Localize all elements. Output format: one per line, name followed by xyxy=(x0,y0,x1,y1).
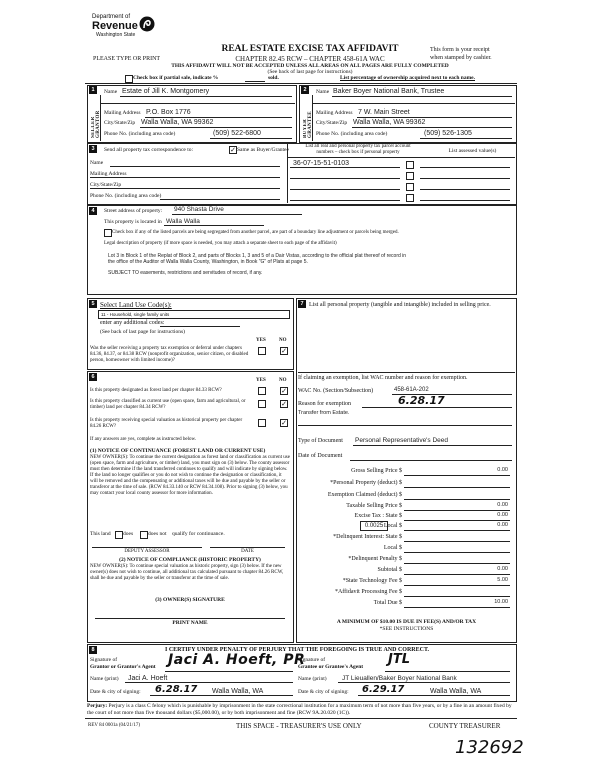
s5-yes-checkbox[interactable] xyxy=(258,347,266,355)
same-as-buyer-label: Same as Buyer/Grantee xyxy=(237,147,289,153)
exemption-deduct-label: Exemption Claimed (deduct) $ xyxy=(327,492,402,498)
county-treasurer: COUNTY TREASURER xyxy=(429,722,501,730)
doc-type: Personal Representative's Deed xyxy=(355,437,449,444)
deputy-assessor-label: DEPUTY ASSESSOR xyxy=(124,549,170,554)
delinq-state-label: *Delinquent Interest: State $ xyxy=(333,534,402,540)
s5-no-checkbox[interactable]: ✓ xyxy=(281,347,287,355)
grantee-city: Walla Walla, WA xyxy=(430,688,482,695)
doc-date-label: Date of Document xyxy=(298,453,343,459)
parcel-3-personal-checkbox[interactable] xyxy=(406,183,414,191)
grantee-sig-label-1: Signature of xyxy=(298,657,326,663)
dor-logo xyxy=(92,14,162,50)
send-correspondence-label: Send all property tax correspondence to: xyxy=(104,147,194,153)
notice-continuance-title: (1) NOTICE OF CONTINUANCE (FOREST LAND OR CURRENT USE) xyxy=(90,448,266,454)
wac-label: WAC No. (Section/Subsection) xyxy=(298,388,374,394)
notice-compliance-body: NEW OWNER(S): To continue special valuation as historic property, sign (3) below. If the new owner(s) does not wish to continue, all additional tax calculated pursuant to chapter 84.26 RCW, shall be due and payable by the seller or transferor at the time of sale. xyxy=(90,564,284,581)
grantor-signature: Jaci A. Hoeft, PR xyxy=(168,652,306,668)
state-tax-label: Excise Tax : State $ xyxy=(354,513,402,519)
parcel-4-personal-checkbox[interactable] xyxy=(406,194,414,202)
perjury-notice xyxy=(87,703,517,716)
parcel-header-1: List all real and personal property tax parcel account xyxy=(305,144,411,149)
q1-yes-checkbox[interactable] xyxy=(258,387,266,395)
personal-property-label: List all personal property (tangible and intangible) included in selling price. xyxy=(309,302,491,308)
grantee-name-label: Name (print) xyxy=(298,676,327,682)
q3-yes-checkbox[interactable] xyxy=(258,419,266,427)
section-8-number: 8 xyxy=(89,646,97,654)
buyer-city-label: City/State/Zip xyxy=(316,120,348,126)
grantee-sig-label-2: Grantee or Grantee's Agent xyxy=(298,664,364,670)
q2-no-checkbox[interactable]: ✓ xyxy=(281,400,287,408)
receipt-note-1: This form is your receipt xyxy=(430,47,490,53)
buyer-city: Walla Walla, WA 99362 xyxy=(353,119,426,126)
local-tax-label: Local $ xyxy=(383,523,402,529)
same-as-buyer-checkbox[interactable]: ✓ xyxy=(230,146,236,154)
notice-compliance-title: (2) NOTICE OF COMPLIANCE (HISTORIC PROPERTY) xyxy=(119,557,261,563)
located-in: Walla Walla xyxy=(166,218,200,225)
local-rate-box: 0.0025 xyxy=(360,521,388,531)
s3-name-label: Name xyxy=(90,160,104,166)
grantee-date-handwritten: 6.29.17 xyxy=(362,684,405,695)
buyer-side-label: BUYER GRANTEE xyxy=(303,111,313,138)
dept-line2: Revenue xyxy=(92,20,138,32)
does-label: does xyxy=(123,531,134,537)
exemption-question: Was the seller receiving a property tax exemption or deferral under chapters 84.36, 84.37, or 84.38 RCW (nonprofit organization, senior citizen, or disabled person, homeowner with limited income)? xyxy=(90,346,249,363)
current-use-question: Is this property classified as current use (open space, farm and agricultural, or timber) land per chapter 84.34 RCW? xyxy=(90,399,246,410)
local-tax-value: 0.00 xyxy=(497,522,508,528)
grantee-name: JT Lieuallen/Baker Boyer National Bank xyxy=(342,675,457,682)
s6-no-header: NO xyxy=(279,378,287,383)
section-5-number: 5 xyxy=(89,300,97,308)
ownership-pct-note: List percentage of ownership acquired next to each name. xyxy=(340,75,475,81)
located-label: This property is located in xyxy=(104,219,162,225)
perjury-bold: Perjury: xyxy=(87,703,108,709)
seller-city-label: City/State/Zip xyxy=(104,120,136,126)
historic-question: Is this property receiving special valuation as historical property per chapter 84.26 RCW? xyxy=(90,418,243,429)
s3-mailing-label: Mailing Address xyxy=(90,171,127,177)
partial-sale-checkbox[interactable] xyxy=(125,75,133,83)
perjury-text: Perjury is a class C felony which is punishable by imprisonment in the state correctional institution for a maximum term of not more than five years, or by a fine in an amount fixed by the court of not more than five thousand dollars ($5,000.00), or by both imprisonment and fine (RCW 9A.20.020 (1C)). xyxy=(87,703,512,716)
wac-number: 458-61A-202 xyxy=(394,387,429,393)
gross-value: 0.00 xyxy=(497,467,508,473)
s5-see-back: (See back of last page for instructions) xyxy=(100,329,185,335)
state-tax-value: 0.00 xyxy=(497,512,508,518)
partial-sale-label: Check box if partial sale, indicate % xyxy=(133,75,219,81)
s5-yes-header: YES xyxy=(256,338,266,343)
does-not-checkbox[interactable] xyxy=(140,531,148,539)
minimum-due-note: A MINIMUM OF $10.00 IS DUE IN FEE(S) AND/OR TAX xyxy=(336,619,477,625)
form-title: REAL ESTATE EXCISE TAX AFFIDAVIT xyxy=(221,44,399,54)
see-back-note: (See back of last page for instructions) xyxy=(267,69,353,75)
s5-no-header: NO xyxy=(279,338,287,343)
this-land-label: This land xyxy=(90,531,111,537)
buyer-name: Baker Boyer National Bank, Trustee xyxy=(333,88,445,95)
grantee-date-label: Date & city of signing: xyxy=(298,689,349,695)
legal-description-1: Lot 3 in Block 1 of the Replat of Block 2, and parts of Blocks 1, 3 and 5 of a Dair Vistas, according to the official plat thereof of record in xyxy=(108,253,407,259)
dept-line1: Department of xyxy=(92,14,131,20)
grantor-name: Jaci A. Hoeft xyxy=(128,675,168,682)
certify-statement: I CERTIFY UNDER PENALTY OF PERJURY THAT THE FOREGOING IS TRUE AND CORRECT. xyxy=(165,647,430,653)
subtotal-value: 0.00 xyxy=(497,566,508,572)
does-checkbox[interactable] xyxy=(115,531,123,539)
not-accepted-notice: THIS AFFIDAVIT WILL NOT BE ACCEPTED UNLESS ALL AREAS ON ALL PAGES ARE FULLY COMPLETED xyxy=(171,63,449,69)
taxable-value: 0.00 xyxy=(497,502,508,508)
does-not-label: does not xyxy=(148,531,167,537)
sold-label: sold. xyxy=(268,75,279,81)
section-3-number: 3 xyxy=(89,145,97,153)
section-6-number: 6 xyxy=(89,373,97,381)
grantee-signature: JTL xyxy=(388,652,410,667)
subtotal-label: Subtotal $ xyxy=(377,567,402,573)
grantor-date-handwritten: 6.28.17 xyxy=(155,684,198,695)
gross-label: Gross Selling Price $ xyxy=(351,468,402,474)
affidavit-fee-label: *Affidavit Processing Fee $ xyxy=(334,589,402,595)
treasurer-use-only: THIS SPACE - TREASURER'S USE ONLY xyxy=(236,722,362,730)
seller-name-label: Name xyxy=(104,89,118,95)
seller-phone: (509) 522-6800 xyxy=(213,130,261,137)
land-use-select[interactable]: 11 - Household, single family units xyxy=(98,310,290,319)
s3-city-label: City/State/Zip xyxy=(90,182,122,188)
delinq-penalty-label: *Delinquent Penalty $ xyxy=(348,556,402,562)
form-chapter: CHAPTER 82.45 RCW – CHAPTER 458-61A WAC xyxy=(235,55,385,63)
land-use-label: Select Land Use Code(s): xyxy=(100,301,172,309)
buyer-phone: (509) 526-1305 xyxy=(424,130,472,137)
notice-continuance-body: NEW OWNER(S): To continue the current designation as forest land or classification as current use (open space, farm and agriculture, or timber) land, you must sign on (3) below. The county assessor must then determine if the land transferred continues to qualify and will indicate by signing below. If the land no longer qualifies or you do not wish to continue the designation or classification, it will be removed and the compensating or additional taxes will be due and payable by the seller or transferor at the time of sale. (RCW 84.33.140 or RCW 84.34.108). Prior to signing (3) below, you may contact your local county assessor for more information. xyxy=(90,455,290,496)
owner-signature-label: (3) OWNER(S) SIGNATURE xyxy=(155,597,225,603)
buyer-mailing-label: Mailing Address xyxy=(316,110,353,116)
s3-phone-label: Phone No. (including area code) xyxy=(90,193,162,199)
assessed-header: List assessed value(s) xyxy=(448,148,497,154)
grantor-sig-label-1: Signature of xyxy=(90,657,118,663)
street-label: Street address of property: xyxy=(104,208,163,214)
seller-city: Walla Walla, WA 99362 xyxy=(141,119,214,126)
segregated-checkbox[interactable] xyxy=(104,229,112,237)
section-1-number: 1 xyxy=(89,86,97,94)
grantor-date-label: Date & city of signing: xyxy=(90,689,141,695)
seller-mailing: P.O. Box 1776 xyxy=(146,109,191,116)
doc-type-label: Type of Document xyxy=(298,438,343,444)
buyer-mailing: 7 W. Main Street xyxy=(358,109,410,116)
if-yes-instructions: If any answers are yes, complete as instructed below. xyxy=(90,437,197,442)
print-name-label: PRINT NAME xyxy=(172,620,208,626)
parcel-1-personal-checkbox[interactable] xyxy=(406,161,414,169)
please-type: PLEASE TYPE OR PRINT xyxy=(93,56,161,62)
total-due-label: Total Due $ xyxy=(373,600,402,606)
see-instructions-note: *SEE INSTRUCTIONS xyxy=(379,626,434,632)
grantor-city: Walla Walla, WA xyxy=(212,688,264,695)
deputy-date-label: DATE xyxy=(241,549,254,554)
seller-mailing-label: Mailing Address xyxy=(104,110,141,116)
s6-yes-header: YES xyxy=(256,378,266,383)
grantor-name-label: Name (print) xyxy=(90,676,119,682)
rev-number: REV 84 0001a (04/21/17) xyxy=(88,723,140,728)
reason-label: Reason for exemption xyxy=(298,401,351,407)
claiming-exemption-label: If claiming an exemption, list WAC number and reason for exemption. xyxy=(298,375,468,381)
dept-line3: Washington State xyxy=(96,32,136,38)
section-4-number: 4 xyxy=(89,207,97,215)
additional-codes-label: enter any additional codes: xyxy=(100,320,165,326)
parcel-2-personal-checkbox[interactable] xyxy=(406,172,414,180)
q1-no-checkbox[interactable]: ✓ xyxy=(281,387,287,395)
q2-yes-checkbox[interactable] xyxy=(258,400,266,408)
subject-to: SUBJECT TO easements, restrictions and servitudes of record, if any. xyxy=(108,270,263,276)
reason-handwritten-date: 6.28.17 xyxy=(398,394,445,407)
total-due-value: 10.00 xyxy=(494,599,508,605)
taxable-label: Taxable Selling Price $ xyxy=(346,503,402,509)
legal-description-label: Legal description of property (if more space is needed, you may attach a separate sheet to each page of the affidavit) xyxy=(104,241,337,246)
personal-deduct-label: *Personal Property (deduct) $ xyxy=(330,480,402,486)
forest-land-question: Is this property designated as forest land per chapter 84.33 RCW? xyxy=(90,388,222,393)
section-2-number: 2 xyxy=(301,86,309,94)
handwritten-recording-number: 132692 xyxy=(455,737,524,758)
q3-no-checkbox[interactable]: ✓ xyxy=(281,419,287,427)
legal-description-2: the office of the Auditor of Walla Walla County, Washington, in Book "G" of Plats at page 5. xyxy=(108,259,308,265)
buyer-phone-label: Phone No. (including area code) xyxy=(316,131,388,137)
parcel-header-2: numbers – check box if personal property xyxy=(316,150,400,155)
street-address: 940 Shasta Drive xyxy=(174,206,224,213)
tech-fee-value: 5.00 xyxy=(497,577,508,583)
parcel-number: 36-07-15-51-0103 xyxy=(293,160,350,167)
delinq-local-label: Local $ xyxy=(383,545,402,551)
receipt-note-2: when stamped by cashier. xyxy=(430,55,492,61)
seller-name: Estate of Jill K. Montgomery xyxy=(122,88,210,95)
buyer-name-label: Name xyxy=(316,89,330,95)
grantor-sig-label-2: Grantor or Grantor's Agent xyxy=(90,664,156,670)
section-7-number: 7 xyxy=(298,300,306,308)
seller-side-label: SELLER GRANTOR xyxy=(91,110,101,138)
segregated-label: Check box if any of the listed parcels are being segregated from another parcel, are part of a boundary line adjustment or parcels being merged. xyxy=(112,230,399,235)
qualify-label: qualify for continuance. xyxy=(172,531,225,537)
reason-text: Transfer from Estate. xyxy=(298,410,350,416)
dor-swirl-icon xyxy=(139,14,155,34)
seller-phone-label: Phone No. (including area code) xyxy=(104,131,176,137)
tech-fee-label: *State Technology Fee $ xyxy=(342,578,402,584)
